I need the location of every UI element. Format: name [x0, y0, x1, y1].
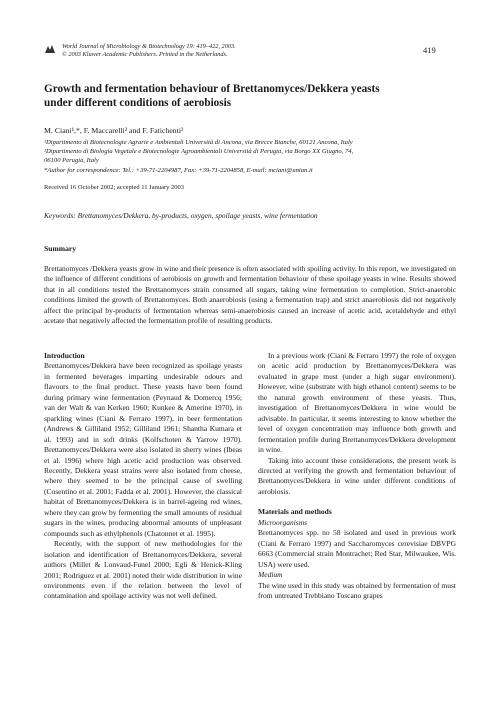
affiliation-2a: ²Dipartimento di Biologia Vegetale e Biotecnologie Agroambientali Università di Perugia, via Borgo XX Giugno, 74, [44, 148, 354, 156]
keywords: Keywords: Brettanomyces/Dekkera, by-products, oxygen, spoilage yeasts, wine fermentation [44, 211, 318, 220]
received-dates: Received 16 October 2002; accepted 11 January 2003 [44, 184, 185, 191]
left-column [44, 351, 242, 602]
title-line-1: Growth and fermentation behaviour of Brettanomyces/Dekkera yeasts [44, 83, 380, 95]
affiliation-1: ¹Dipartimento di Biotecnologie Agrarie e Ambientali Università di Ancona, via Brecce Bianche, 60121 Ancona, Italy [44, 139, 353, 146]
title-line-2: under different conditions of aerobiosis [44, 96, 232, 109]
introduction-heading: Introduction [44, 351, 85, 360]
affiliations [44, 138, 464, 175]
affiliation-2b: 06100 Perugia, Italy [44, 157, 99, 165]
intro-paragraph-4: Taking into account these considerations, the present work is directed at verifying the growth and fermentation behaviour of Brettanomyces/Dekkera in wine under different conditions of aerobiosis. [258, 455, 456, 496]
author-list: M. Ciani¹,*, F. Maccarelli² and F. Fatichenti² [44, 126, 184, 135]
correspondence: *Author for correspondence: Tel.: +39-71-2204987, Fax: +39-71-2204858, E-mail: mciani@unian.it [44, 166, 313, 174]
medium-subheading: Medium [258, 570, 283, 580]
intro-paragraph-1: Brettanomyces/Dekkera have been recognized as spoilage yeasts in fermented beverages imparting undesirable odours and flavours to the final product. These yeasts have been found during primary wine fermentation (Peynaud & Domercq 1956; van der Walt & van Kerken 1960; Kunkee & Amerine 1970), in sparkling wines (Ciani & Ferraro 1997), in beer fermentation (Andrews & Gilliland 1952; Gilliland 1961; Shantha Kumara et al. 1993) and in soft drinks (Kolfschoten & Yarrow 1970). Brettanomyces/Dekkera were also isolated in sherry wines (Ibeas et al. 1996) where high acetic acid production was observed. Recently, Dekkera yeast strains were also isolated from cheese, where they seemed to be the principal cause of swelling (Cosentino et al. 2001; Fadda et al. 2001). However, the classical habitat of Brettanomyces/Dekkera is in barrel-ageing red wines, where they can grow by fermenting the small amounts of residual sugars in the wines, producing abnormal amounts of unpleasant compounds such as ethylphenols (Chatonnet et al. 1995). [44, 361, 242, 538]
summary-text: Brettanomyces /Dekkera yeasts grow in wine and their presence is often associated with spoiling activity. In this report, we investigated on the influence of different conditions of aerobiosis on growth and fermentation behaviour of these spoilage yeasts in wine. Results showed that in all conditions tested the Brettanomyces strain consumed all sugars, taking wine fermentation to completion. Strict-anaerobic conditions limited the growth of Brettanomyces. Both anaerobiosis (using a fermentation trap) and strict anaerobiosis did not negatively affect the principal by-products of fermentation whereas semi-anaerobiosis caused an increase of acetic acid, acetaldehyde and ethyl acetate that negatively affected the fermentation profile of resulting products. [44, 264, 456, 326]
intro-paragraph-3: In a previous work (Ciani & Ferraro 1997) the role of oxygen on acetic acid production by Brettanomyces/Dekkera was evaluated in grape must (under a high sugar environment). However, wine (substrate with high ethanol content) seems to be the natural growth environment of these yeasts. Thus, investigation of Brettanomyces/Dekkera in wine would be advisable. In particular, it seems interesting to know whether the level of oxygen concentration may influence both growth and fermentation profile during Brettanomyces/Dekkera development in wine. [258, 351, 456, 455]
intro-paragraph-2: Recently, with the support of new methodologies for the isolation and identification of Brettanomyces/Dekkera, several authors (Millet & Lonvaud-Funel 2000; Egli & Henick-Kling 2001; Rodriguez et al. 2001) noted their wide distribution in wine environments even if the relation between the level of contamination and spoilage activity was not well defined. [44, 539, 242, 601]
journal-line-2: © 2003 Kluwer Academic Publishers. Printed in the Netherlands. [62, 51, 228, 58]
page-number: 419 [423, 45, 436, 55]
publisher-logo-icon [44, 44, 56, 54]
right-column [258, 351, 456, 601]
microorganisms-subheading: Microorganisms [258, 517, 308, 527]
methods-heading: Materials and methods [258, 507, 332, 517]
methods-paragraph-1: Brettanomyces spp. no 58 isolated and used in previous work (Ciani & Ferraro 1997) and Saccharomyces cerevisiae DBVPG 6663 (Commercial strain Montrachet; Red Star, Milwaukee, Wis. USA) were used. [258, 528, 456, 569]
journal-citation [62, 43, 392, 59]
journal-line-1: World Journal of Microbiology & Biotechnology 19: 419–422, 2003. [62, 43, 236, 50]
summary-heading: Summary [44, 244, 77, 253]
article-title [44, 83, 464, 110]
methods-paragraph-2: The wine used in this study was obtained by fermentation of must from untreated Trebbiano Toscano grapes [258, 580, 456, 600]
